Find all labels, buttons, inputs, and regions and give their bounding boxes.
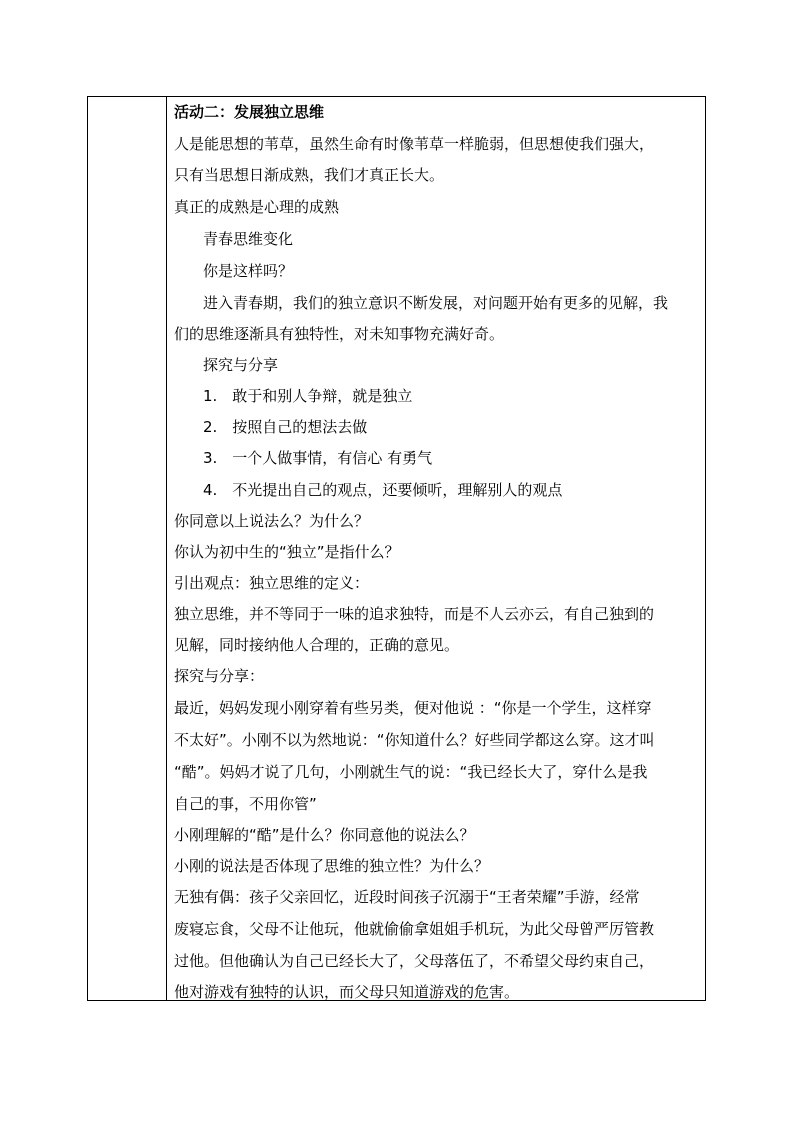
list-item: 3. 一个人做事情，有信心 有勇气 (203, 449, 433, 467)
text-line: 自己的事，不用你管” (174, 795, 317, 813)
text-line: 探究与分享： (174, 667, 265, 685)
text-line: 小刚的说法是否体现了思维的独立性？为什么？ (174, 857, 490, 875)
content-table (87, 96, 706, 1001)
text-line: 最近，妈妈发现小刚穿着有些另类，便对他说 ：“你是一个学生，这样穿 (174, 699, 652, 717)
text-line: 真正的成熟是心理的成熟 (174, 198, 340, 216)
list-item: 2. 按照自己的想法去做 (203, 418, 368, 436)
text-line: 过他。但他确认为自己已经长大了，父母落伍了，不希望父母约束自己， (174, 952, 655, 970)
text-line: 小刚理解的“酷”是什么？你同意他的说法么？ (174, 826, 475, 844)
text-line: 独立思维，并不等同于一味的追求独特，而是不人云亦云，有自己独到的 (174, 605, 655, 623)
text-line: 只有当思想日渐成熟，我们才真正长大。 (174, 166, 445, 184)
list-item: 1. 敢于和别人争辩，就是独立 (203, 387, 413, 405)
list-item: 4. 不光提出自己的观点，还要倾听，理解别人的观点 (203, 481, 563, 499)
text-line: 探究与分享 (203, 356, 279, 374)
table-left-cell (88, 97, 167, 1000)
text-line: 无独有偶：孩子父亲回忆，近段时间孩子沉溺于“王者荣耀”手游，经常 (174, 888, 640, 906)
text-line: “酷”。妈妈才说了几句，小刚就生气的说：“我已经长大了，穿什么是我 (174, 763, 648, 781)
table-right-cell (167, 97, 705, 1000)
text-line: 进入青春期，我们的独立意识不断发展，对问题开始有更多的见解，我 (203, 294, 669, 312)
text-line: 废寝忘食，父母不让他玩，他就偷偷拿姐姐手机玩，为此父母曾严厉管教 (174, 920, 655, 938)
text-line: 见解，同时接纳他人合理的，正确的意见。 (174, 636, 460, 654)
text-line: 不太好”。小刚不以为然地说：“你知道什么？好些同学都这么穿。这才叫 (174, 731, 655, 749)
text-line: 你同意以上说法么？为什么？ (174, 512, 370, 530)
text-line: 你认为初中生的“独立”是指什么？ (174, 543, 400, 561)
text-line: 人是能思想的苇草，虽然生命有时像苇草一样脆弱，但思想使我们强大， (174, 135, 655, 153)
text-line: 青春思维变化 (203, 230, 294, 248)
activity-heading: 活动二：发展独立思维 (174, 103, 325, 121)
text-line: 们的思维逐渐具有独特性，对未知事物充满好奇。 (174, 325, 505, 343)
text-line: 他对游戏有独特的认识，而父母只知道游戏的危害。 (174, 983, 520, 1001)
text-line: 你是这样吗？ (203, 262, 294, 280)
text-line: 引出观点：独立思维的定义： (174, 574, 370, 592)
